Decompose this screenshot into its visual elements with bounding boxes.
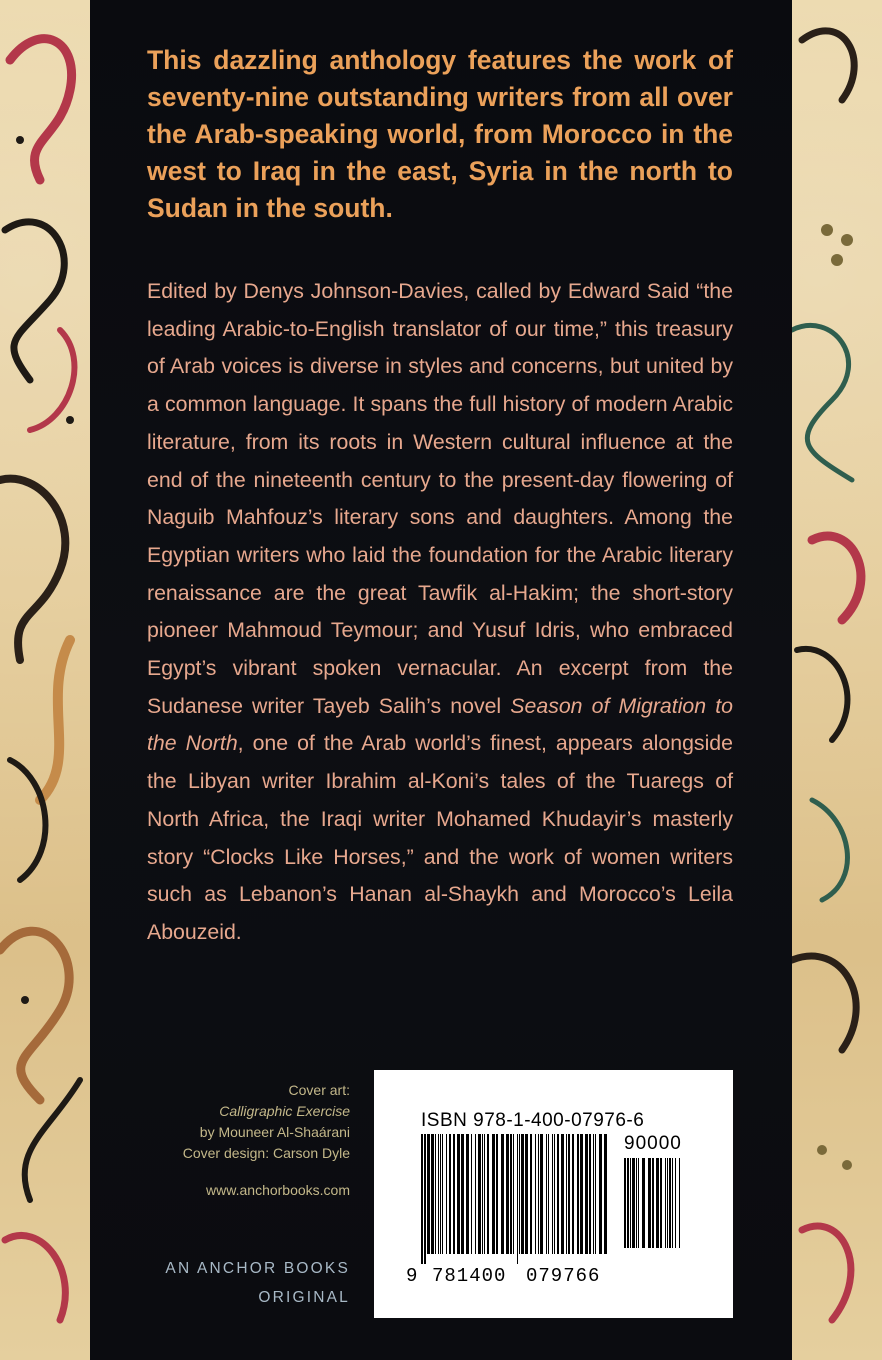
barcode-bar (501, 1134, 504, 1254)
barcode-bar (540, 1134, 543, 1254)
novel-title: Season of Migration to the North (147, 693, 733, 756)
barcode-addon-bars (624, 1158, 682, 1258)
blurb-body (147, 273, 733, 952)
isbn-barcode (374, 1070, 733, 1318)
barcode-main-bars (421, 1134, 611, 1264)
barcode-left-digits: 781400 (432, 1265, 507, 1287)
barcode-bar (667, 1158, 668, 1248)
barcode-bar (577, 1134, 579, 1254)
imprint-label (130, 1254, 350, 1312)
calligraphy-border-left (0, 0, 90, 1360)
barcode-bar (471, 1134, 472, 1254)
barcode-bar (552, 1134, 553, 1254)
barcode-bar (530, 1134, 532, 1254)
barcode-bar (632, 1158, 635, 1248)
barcode-bar (538, 1134, 539, 1254)
barcode-bar (535, 1134, 536, 1254)
barcode-bar (487, 1134, 489, 1254)
blurb-headline: This dazzling anthology features the work of seventy-nine outstanding writers from all over the Arab-speaking world, from Morocco in the west to Iraq in the east, Syria in the north to Sudan in the south. (147, 45, 733, 223)
barcode-bar (546, 1134, 547, 1254)
blurb-body-part2: , one of the Arab world’s finest, appears alongside the Libyan writer Ibrahim al-Koni’s tales of the Tuaregs of North Africa, the Iraqi writer Mohamed Khudayir’s masterly story “Clocks Like Horses,” and the work of women writers such as Lebanon’s Hanan al-Shaykh and Morocco’s Leila Abouzeid. (147, 731, 733, 944)
barcode-bar (548, 1134, 549, 1254)
barcode-bar (461, 1134, 464, 1254)
barcode-bar (492, 1134, 495, 1254)
barcode-bar (665, 1158, 666, 1248)
barcode-bar (652, 1158, 654, 1248)
barcode-bar (627, 1158, 629, 1248)
barcode-bar (427, 1134, 430, 1254)
barcode-bar (660, 1158, 662, 1248)
barcode-bar (517, 1134, 518, 1264)
barcode-bar (525, 1134, 528, 1254)
barcode-bar (510, 1134, 512, 1254)
barcode-bar (589, 1134, 591, 1254)
barcode-bar (424, 1134, 426, 1264)
barcode-right-digits: 079766 (526, 1265, 601, 1287)
barcode-bar (561, 1134, 564, 1254)
barcode-bar (672, 1158, 673, 1248)
artwork-title: Calligraphic Exercise (219, 1103, 350, 1119)
barcode-bar (506, 1134, 509, 1254)
price-code: 90000 (624, 1133, 682, 1154)
barcode-bar (438, 1134, 439, 1254)
barcode-bar (521, 1134, 524, 1254)
blurb-body-part1: Edited by Denys Johnson-Davies, called by Edward Said “the leading Arabic-to-English translator of our time,” this treasury of Arab voices is diverse in styles and concerns, but united by a common language. It spans the full history of modern Arabic literature, from its roots in Western cultural influence at the end of the nineteenth century to the present-day flowering of Naguib Mahfouz’s literary sons and daughters. Among the Egyptian writers who laid the foundation for the Arabic literary renaissance are the great Tawfik al-Hakim; the short-story pioneer Mahmoud Teymour; and Yusuf Idris, who embraced Egypt’s vibrant spoken vernacular. An excerpt from the Sudanese writer Tayeb Salih’s novel (147, 279, 733, 718)
barcode-bar (604, 1134, 607, 1254)
barcode-bar (442, 1134, 443, 1254)
barcode-bar (440, 1134, 441, 1254)
barcode-bar (566, 1134, 567, 1254)
barcode-bar (580, 1134, 583, 1254)
barcode-bar (595, 1134, 596, 1254)
barcode-bar (475, 1134, 476, 1254)
barcode-bar (496, 1134, 498, 1254)
barcode-bar (648, 1158, 651, 1248)
barcode-bar (435, 1134, 436, 1254)
barcode-bar (431, 1134, 434, 1254)
barcode-bar (642, 1158, 645, 1248)
calligraphy-pattern-right (792, 0, 882, 1360)
barcode-bar (568, 1134, 570, 1254)
barcode-bar (572, 1134, 574, 1254)
barcode-bar (478, 1134, 481, 1254)
barcode-lead-digit: 9 (406, 1265, 419, 1287)
barcode-bar (593, 1134, 594, 1254)
artist-credit: by Mouneer Al-Shaárani (199, 1124, 350, 1140)
imprint-line-2: ORIGINAL (258, 1289, 350, 1306)
imprint-line-1: AN ANCHOR BOOKS (165, 1260, 350, 1277)
isbn-label: ISBN 978-1-400-07976-6 (421, 1110, 645, 1131)
barcode-bar (484, 1134, 485, 1254)
barcode-bar (466, 1134, 469, 1254)
barcode-bar (679, 1158, 680, 1248)
calligraphy-pattern-left (0, 0, 90, 1360)
barcode-bar (599, 1134, 602, 1254)
barcode-bar (421, 1134, 423, 1264)
publisher-website[interactable]: www.anchorbooks.com (206, 1182, 350, 1198)
barcode-bar (656, 1158, 659, 1248)
barcode-bar (624, 1158, 626, 1248)
barcode-bar (638, 1158, 639, 1248)
barcode-bar (449, 1134, 451, 1254)
barcode-bar (453, 1134, 455, 1254)
barcode-bar (513, 1134, 514, 1254)
barcode-bar (636, 1158, 637, 1248)
barcode-bar (446, 1134, 447, 1254)
barcode-bar (482, 1134, 483, 1254)
calligraphy-border-right (792, 0, 882, 1360)
barcode-bar (519, 1134, 520, 1254)
barcode-bar (554, 1134, 555, 1254)
barcode-bar (585, 1134, 588, 1254)
barcode-bar (630, 1158, 631, 1248)
barcode-bar (557, 1134, 559, 1254)
barcode-bar (675, 1158, 676, 1248)
design-credit: Cover design: Carson Dyle (182, 1145, 350, 1161)
cover-credits (150, 1080, 350, 1201)
cover-art-label: Cover art: (288, 1082, 350, 1098)
barcode-bar (457, 1134, 460, 1254)
barcode-bar (669, 1158, 671, 1248)
